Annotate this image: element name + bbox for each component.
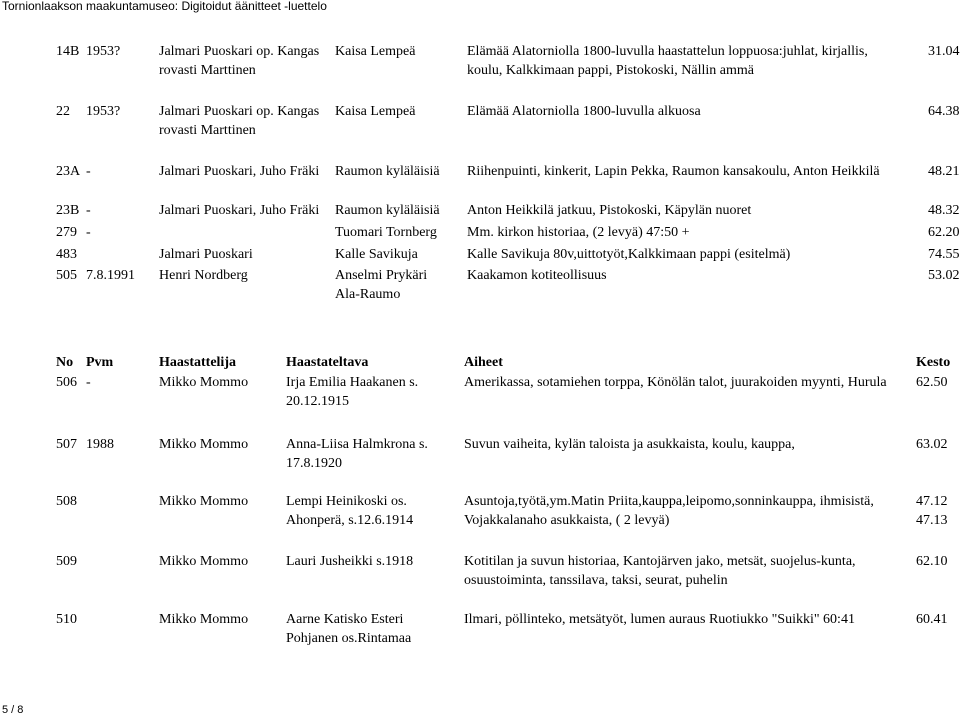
topic-text: Vojakkalanaho asukkaista, ( 2 levyä) (464, 513, 670, 528)
page-number: 5 / 8 (2, 704, 24, 716)
record-number: 23B (56, 203, 80, 218)
record-number: 483 (56, 247, 77, 262)
interviewer-name: Mikko Mommo (159, 554, 249, 569)
record-date: 1953? (86, 104, 121, 119)
record-number: 508 (56, 494, 77, 509)
interviewer-name: Henri Nordberg (159, 268, 248, 283)
duration: 63.02 (916, 437, 948, 452)
topic-text: Ilmari, pöllinteko, metsätyöt, lumen auraus Ruotiukko "Suikki" 60:41 (464, 612, 855, 627)
interviewee-name: Kaisa Lempeä (335, 104, 416, 119)
duration: 74.55 (928, 247, 960, 262)
column-header-length: Kesto (916, 355, 951, 370)
record-date: 1953? (86, 44, 121, 59)
duration: 31.04 (928, 44, 960, 59)
interviewee-name: Irja Emilia Haakanen s. (286, 375, 419, 390)
record-number: 23A (56, 164, 81, 179)
record-date: - (86, 203, 91, 218)
duration: 62.20 (928, 225, 960, 240)
topic-text: Elämää Alatorniolla 1800-luvulla haastattelun loppuosa:juhlat, kirjallis, (467, 44, 868, 59)
interviewee-name: Ahonperä, s.12.6.1914 (286, 513, 414, 528)
interviewee-name: Tuomari Tornberg (335, 225, 437, 240)
record-number: 509 (56, 554, 77, 569)
interviewee-name: Anna-Liisa Halmkrona s. (286, 437, 428, 452)
topic-text: Elämää Alatorniolla 1800-luvulla alkuosa (467, 104, 701, 119)
interviewee-name: Lempi Heinikoski os. (286, 494, 407, 509)
interviewee-name: Lauri Jusheikki s.1918 (286, 554, 414, 569)
record-number: 14B (56, 44, 80, 59)
record-date: 7.8.1991 (86, 268, 135, 283)
interviewee-name: Ala-Raumo (335, 287, 401, 302)
column-header-date: Pvm (86, 355, 114, 370)
interviewee-name: Aarne Katisko Esteri (286, 612, 404, 627)
interviewer-name: rovasti Marttinen (159, 63, 256, 78)
record-date: - (86, 164, 91, 179)
duration: 48.21 (928, 164, 960, 179)
topic-text: Anton Heikkilä jatkuu, Pistokoski, Käpylän nuoret (467, 203, 752, 218)
duration: 62.50 (916, 375, 948, 390)
record-date: 1988 (86, 437, 114, 452)
record-number: 510 (56, 612, 77, 627)
interviewer-name: Jalmari Puoskari op. Kangas (159, 104, 320, 119)
topic-text: Suvun vaiheita, kylän taloista ja asukkaista, koulu, kauppa, (464, 437, 795, 452)
topic-text: koulu, Kalkkimaan pappi, Pistokoski, Nällin ammä (467, 63, 754, 78)
topic-text: Kotitilan ja suvun historiaa, Kantojärven jako, metsät, suojelus-kunta, (464, 554, 856, 569)
record-number: 506 (56, 375, 77, 390)
record-number: 22 (56, 104, 70, 119)
interviewee-name: Kaisa Lempeä (335, 44, 416, 59)
column-header-no: No (56, 355, 74, 370)
duration: 62.10 (916, 554, 948, 569)
topic-text: Kalle Savikuja 80v,uittotyöt,Kalkkimaan pappi (esitelmä) (467, 247, 791, 262)
interviewer-name: Jalmari Puoskari (159, 247, 253, 262)
interviewer-name: Mikko Mommo (159, 437, 249, 452)
topic-text: Mm. kirkon historiaa, (2 levyä) 47:50 + (467, 225, 690, 240)
topic-text: Asuntoja,työtä,ym.Matin Priita,kauppa,leipomo,sonninkauppa, ihmisistä, (464, 494, 874, 509)
duration: 48.32 (928, 203, 960, 218)
interviewee-name: Kalle Savikuja (335, 247, 418, 262)
interviewer-name: Mikko Mommo (159, 494, 249, 509)
interviewee-name: 17.8.1920 (286, 456, 342, 471)
record-number: 279 (56, 225, 77, 240)
interviewer-name: Jalmari Puoskari, Juho Fräki (159, 203, 320, 218)
topic-text: Kaakamon kotiteollisuus (467, 268, 607, 283)
interviewee-name: Pohjanen os.Rintamaa (286, 631, 412, 646)
document-title: Tornionlaakson maakuntamuseo: Digitoidut äänitteet -luettelo (2, 0, 327, 13)
interviewee-name: 20.12.1915 (286, 394, 349, 409)
interviewer-name: Jalmari Puoskari, Juho Fräki (159, 164, 320, 179)
interviewer-name: rovasti Marttinen (159, 123, 256, 138)
interviewee-name: Raumon kyläläisiä (335, 203, 440, 218)
interviewer-name: Mikko Mommo (159, 612, 249, 627)
interviewer-name: Mikko Mommo (159, 375, 249, 390)
duration: 47.12 (916, 494, 948, 509)
column-header-interviewer: Haastattelija (159, 355, 236, 370)
interviewee-name: Anselmi Prykäri (335, 268, 428, 283)
topic-text: osuustoiminta, tanssilava, taksi, seurat, puhelin (464, 573, 728, 588)
column-header-interviewee: Haastateltava (286, 355, 369, 370)
duration: 64.38 (928, 104, 960, 119)
record-date: - (86, 225, 91, 240)
duration: 60.41 (916, 612, 948, 627)
record-number: 505 (56, 268, 77, 283)
record-number: 507 (56, 437, 77, 452)
interviewee-name: Raumon kyläläisiä (335, 164, 440, 179)
column-header-topics: Aiheet (464, 355, 503, 370)
interviewer-name: Jalmari Puoskari op. Kangas (159, 44, 320, 59)
record-date: - (86, 375, 91, 390)
topic-text: Amerikassa, sotamiehen torppa, Könölän talot, juurakoiden myynti, Hurula (464, 375, 887, 390)
duration: 53.02 (928, 268, 960, 283)
duration: 47.13 (916, 513, 948, 528)
topic-text: Riihenpuinti, kinkerit, Lapin Pekka, Raumon kansakoulu, Anton Heikkilä (467, 164, 880, 179)
